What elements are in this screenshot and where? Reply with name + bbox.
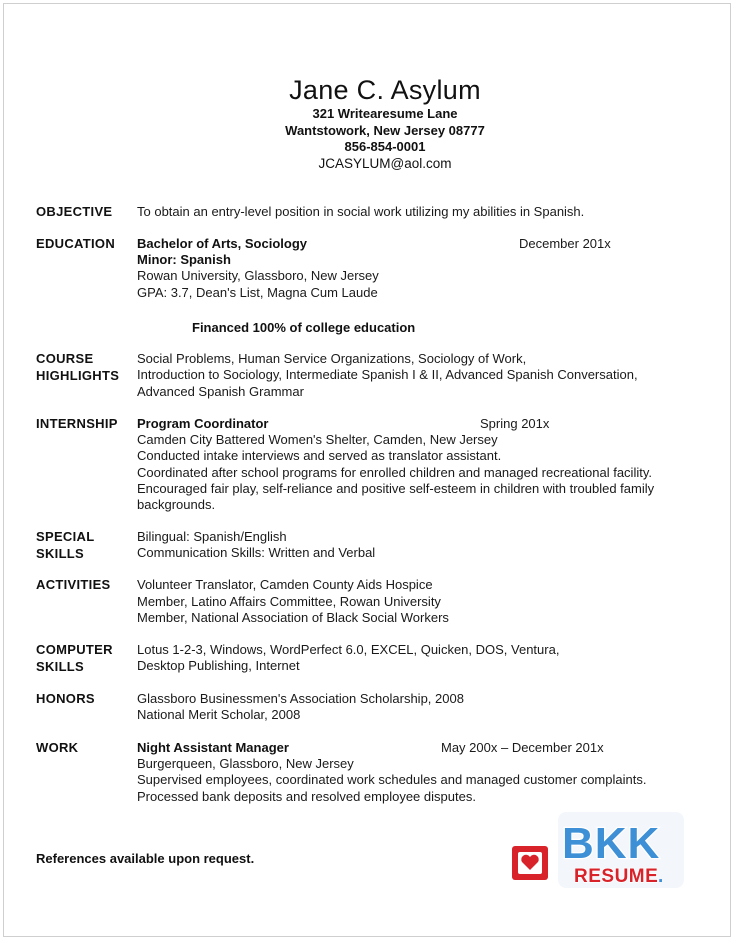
special-skills-label: SPECIAL SKILLS bbox=[36, 529, 95, 561]
objective-label: OBJECTIVE bbox=[36, 204, 113, 219]
honors-label: HONORS bbox=[36, 691, 95, 706]
work-date: May 200x – December 201x bbox=[441, 740, 604, 755]
special-skills-line: Communication Skills: Written and Verbal bbox=[137, 545, 376, 560]
computer-skills-label: COMPUTER SKILLS bbox=[36, 642, 113, 674]
internship-line: backgrounds. bbox=[137, 497, 216, 512]
work-line: Supervised employees, coordinated work schedules and managed customer complaints. bbox=[137, 772, 647, 787]
education-gpa: GPA: 3.7, Dean's List, Magna Cum Laude bbox=[137, 285, 378, 300]
internship-line: Conducted intake interviews and served as translator assistant. bbox=[137, 448, 502, 463]
heart-document-icon bbox=[512, 846, 548, 880]
internship-line: Coordinated after school programs for enrolled children and managed recreational facility. bbox=[137, 465, 652, 480]
course-line: Advanced Spanish Grammar bbox=[137, 384, 304, 399]
objective-text: To obtain an entry-level position in social work utilizing my abilities in Spanish. bbox=[137, 204, 585, 219]
logo-sub: RESUME bbox=[574, 866, 659, 887]
address-line-1: 321 Writearesume Lane bbox=[312, 106, 458, 121]
bkk-resume-logo bbox=[508, 810, 688, 890]
work-title: Night Assistant Manager bbox=[137, 740, 289, 755]
internship-line: Camden City Battered Women's Shelter, Camden, New Jersey bbox=[137, 432, 498, 447]
education-financed: Financed 100% of college education bbox=[192, 320, 416, 335]
logo-dot: . bbox=[658, 866, 664, 887]
resume-header bbox=[0, 74, 736, 172]
phone-number: 856-854-0001 bbox=[344, 139, 426, 154]
internship-date: Spring 201x bbox=[480, 416, 550, 431]
activities-line: Member, National Association of Black Social Workers bbox=[137, 610, 449, 625]
course-highlights-label: COURSE HIGHLIGHTS bbox=[36, 351, 120, 383]
education-degree: Bachelor of Arts, Sociology bbox=[137, 236, 307, 251]
honors-line: Glassboro Businessmen's Association Scholarship, 2008 bbox=[137, 691, 464, 706]
education-school: Rowan University, Glassboro, New Jersey bbox=[137, 268, 379, 283]
activities-line: Volunteer Translator, Camden County Aids Hospice bbox=[137, 577, 433, 592]
bkk-resume-logo-art bbox=[508, 810, 688, 890]
work-line: Processed bank deposits and resolved employee disputes. bbox=[137, 789, 476, 804]
activities-line: Member, Latino Affairs Committee, Rowan University bbox=[137, 594, 441, 609]
education-label: EDUCATION bbox=[36, 236, 116, 251]
internship-line: Encouraged fair play, self-reliance and positive self-esteem in children with troubled family bbox=[137, 481, 655, 496]
applicant-name: Jane C. Asylum bbox=[289, 75, 481, 105]
internship-label: INTERNSHIP bbox=[36, 416, 118, 431]
education-minor: Minor: Spanish bbox=[137, 252, 231, 267]
address-line-2: Wantstowork, New Jersey 08777 bbox=[285, 122, 485, 138]
email-address: JCASYLUM@aol.com bbox=[318, 155, 452, 171]
logo-brand: BKK bbox=[562, 819, 661, 868]
activities-label: ACTIVITIES bbox=[36, 577, 111, 592]
honors-line: National Merit Scholar, 2008 bbox=[137, 707, 301, 722]
special-skills-line: Bilingual: Spanish/English bbox=[137, 529, 287, 544]
computer-skills-line: Lotus 1-2-3, Windows, WordPerfect 6.0, EXCEL, Quicken, DOS, Ventura, bbox=[137, 642, 560, 657]
course-line: Social Problems, Human Service Organizations, Sociology of Work, bbox=[137, 351, 527, 366]
references-note: References available upon request. bbox=[36, 851, 255, 866]
education-date: December 201x bbox=[519, 236, 611, 251]
work-label: WORK bbox=[36, 740, 79, 755]
course-line: Introduction to Sociology, Intermediate Spanish I & II, Advanced Spanish Conversation, bbox=[137, 367, 638, 382]
internship-title: Program Coordinator bbox=[137, 416, 269, 431]
computer-skills-line: Desktop Publishing, Internet bbox=[137, 658, 300, 673]
work-line: Burgerqueen, Glassboro, New Jersey bbox=[137, 756, 354, 771]
